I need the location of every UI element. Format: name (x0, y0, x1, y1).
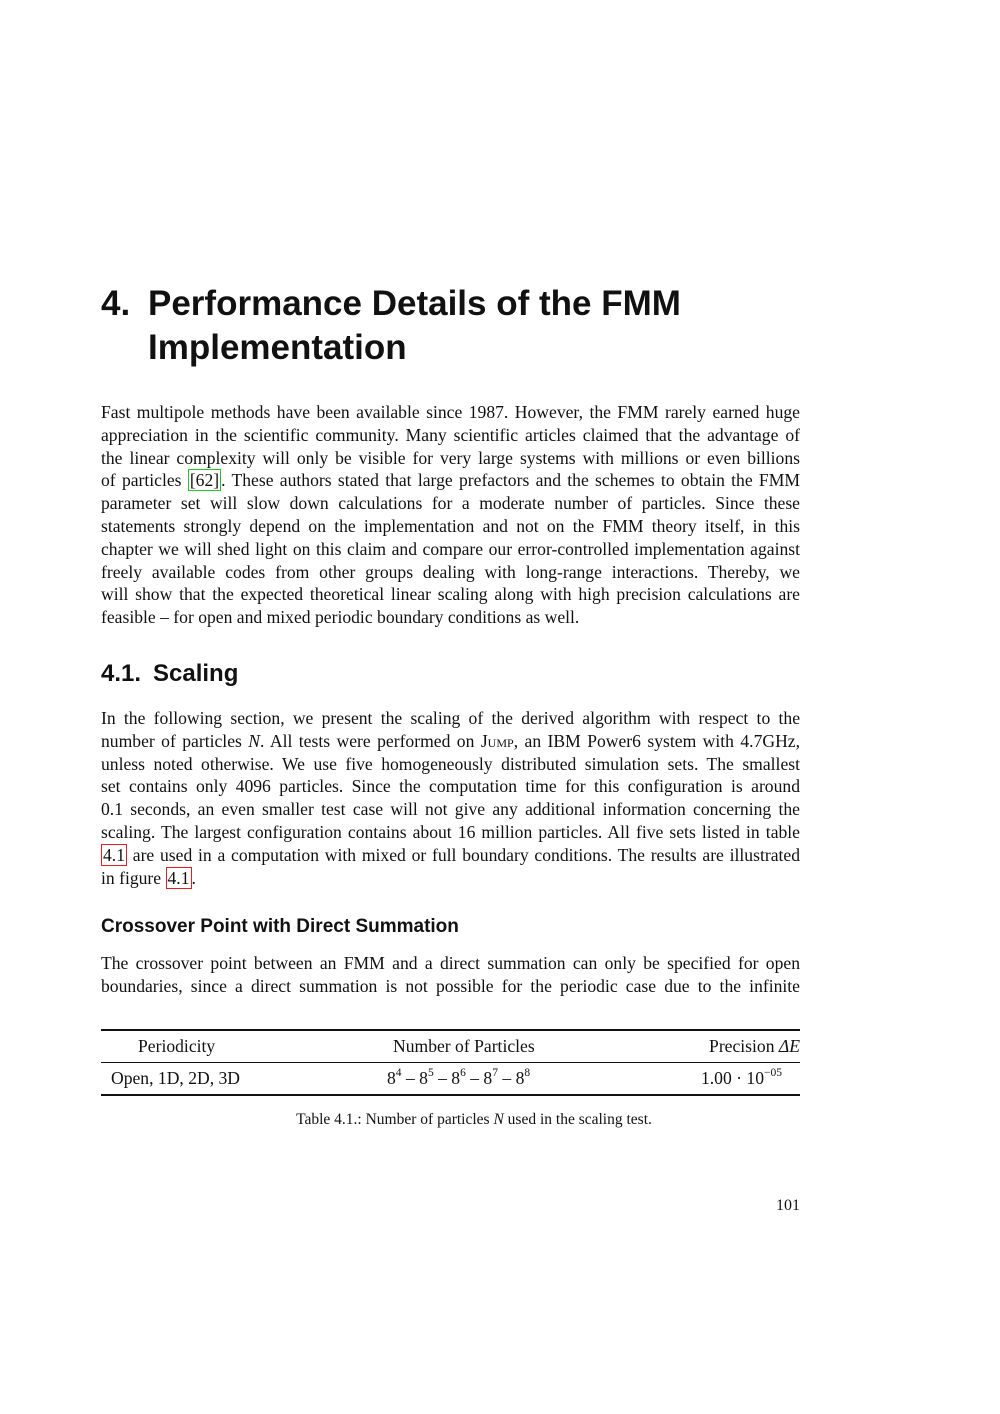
scaling-paragraph (101, 707, 800, 889)
math-variable: N (493, 1111, 504, 1128)
intro-line: Fast multipole methods have been available since 1987. However, the FMM rarely earned huge (101, 402, 800, 422)
chapter-title-line-1: Performance Details of the FMM (148, 284, 681, 323)
text-run: Precision (709, 1036, 779, 1056)
intro-line: freely available codes from other groups dealing with long-range interactions. Thereby, we (101, 561, 800, 582)
range-separator: – (497, 1068, 516, 1088)
power-base: 8 (387, 1068, 396, 1088)
power-exponent: 4 (395, 1067, 402, 1080)
text-run: Table 4.1.: Number of particles (296, 1111, 494, 1128)
intro-line: appreciation in the scientific community. Many scientific articles claimed that the advantage of (101, 424, 800, 445)
power-base: 8 (515, 1068, 525, 1088)
text-run: of particles (101, 470, 188, 491)
intro-line: statements strongly depend on the implementation and not on the FMM theory itself, in this (101, 515, 800, 536)
cell-precision (701, 1067, 782, 1089)
intro-line: will show that the expected theoretical linear scaling along with high precision calculations are (101, 584, 800, 605)
text-run: . These authors stated that large prefactors and the schemes to obtain the FMM (221, 470, 801, 491)
crossover-line: The crossover point between an FMM and a direct summation can only be specified for open (101, 953, 800, 973)
math-symbol: ΔE (778, 1036, 800, 1056)
section-heading (101, 659, 238, 689)
scaling-line (101, 867, 800, 890)
text-run: in figure (101, 867, 166, 888)
citation-link-62[interactable]: [62] (189, 470, 220, 491)
text-run: , an IBM Power6 system with 4.7GHz, (513, 730, 800, 751)
range-separator: – (465, 1068, 484, 1088)
table-ref-link[interactable]: 4.1 (103, 844, 125, 865)
text-run: . (191, 867, 196, 888)
header-periodicity: Periodicity (138, 1036, 216, 1056)
scaling-line: set contains only 4096 particles. Since the computation time for this configuration is around (101, 776, 800, 797)
subsection-heading: Crossover Point with Direct Summation (101, 916, 459, 937)
text-run: number of particles (101, 730, 249, 751)
text-run: are used in a computation with mixed or full boundary conditions. The results are illustrated (127, 844, 800, 865)
power-exponent: 7 (492, 1067, 498, 1080)
power-exponent: 8 (524, 1067, 531, 1080)
table-top-rule (101, 1029, 800, 1031)
scaling-line: In the following section, we present the scaling of the derived algorithm with respect to the (101, 708, 800, 728)
intro-line: parameter set will slow down calculations for a moderate number of particles. Since these (101, 493, 800, 514)
cell-periodicity: Open, 1D, 2D, 3D (111, 1068, 241, 1088)
scaling-line: unless noted otherwise. We use five homogeneously distributed simulation sets. The smallest (101, 753, 800, 774)
intro-paragraph (101, 401, 800, 629)
crossover-line: boundaries, since a direct summation is not possible for the periodic case due to the infinite (101, 975, 800, 996)
section-number: 4.1. (101, 660, 142, 687)
cell-number-of-particles (387, 1067, 530, 1089)
power-base: 8 (419, 1068, 428, 1088)
power-exponent: 5 (427, 1067, 434, 1080)
power-exponent: 6 (460, 1067, 466, 1080)
chapter-heading (101, 282, 861, 370)
crossover-paragraph (101, 952, 800, 998)
text-run: used in the scaling test. (503, 1111, 652, 1128)
caption-text (296, 1111, 652, 1128)
intro-line: the linear complexity will only be visible for very large systems with millions or even billions (101, 447, 800, 468)
header-precision (709, 1035, 800, 1057)
range-separator: – (433, 1068, 452, 1088)
range-separator: – (401, 1068, 420, 1088)
scaling-line: 0.1 seconds, an even smaller test case will not give any additional information concerning the (101, 799, 800, 820)
intro-line (101, 469, 800, 492)
system-name: Jump (480, 730, 514, 751)
text-run: . All tests were performed on (260, 730, 481, 751)
scaling-line: scaling. The largest configuration contains about 16 million particles. All five sets listed in table (101, 821, 800, 842)
math-variable: N (248, 730, 261, 751)
chapter-number: 4. (101, 284, 131, 323)
table-mid-rule (101, 1062, 800, 1063)
precision-base: 1.00 · 10 (700, 1068, 764, 1088)
power-base: 8 (451, 1068, 461, 1088)
figure-ref-link[interactable]: 4.1 (167, 867, 190, 888)
page-number: 101 (776, 1197, 800, 1214)
intro-line: chapter we will shed light on this claim and compare our error-controlled implementation against (101, 538, 800, 559)
precision-exponent: −05 (764, 1067, 782, 1080)
section-title: Scaling (153, 660, 239, 687)
header-number-of-particles: Number of Particles (393, 1036, 535, 1056)
chapter-title-line-2: Implementation (148, 328, 407, 367)
scaling-line (101, 730, 800, 753)
table-caption (0, 1110, 1000, 1130)
table-bottom-rule (101, 1094, 800, 1096)
intro-line: feasible – for open and mixed periodic boundary conditions as well. (101, 607, 580, 628)
power-base: 8 (483, 1068, 493, 1088)
scaling-line (101, 844, 800, 867)
